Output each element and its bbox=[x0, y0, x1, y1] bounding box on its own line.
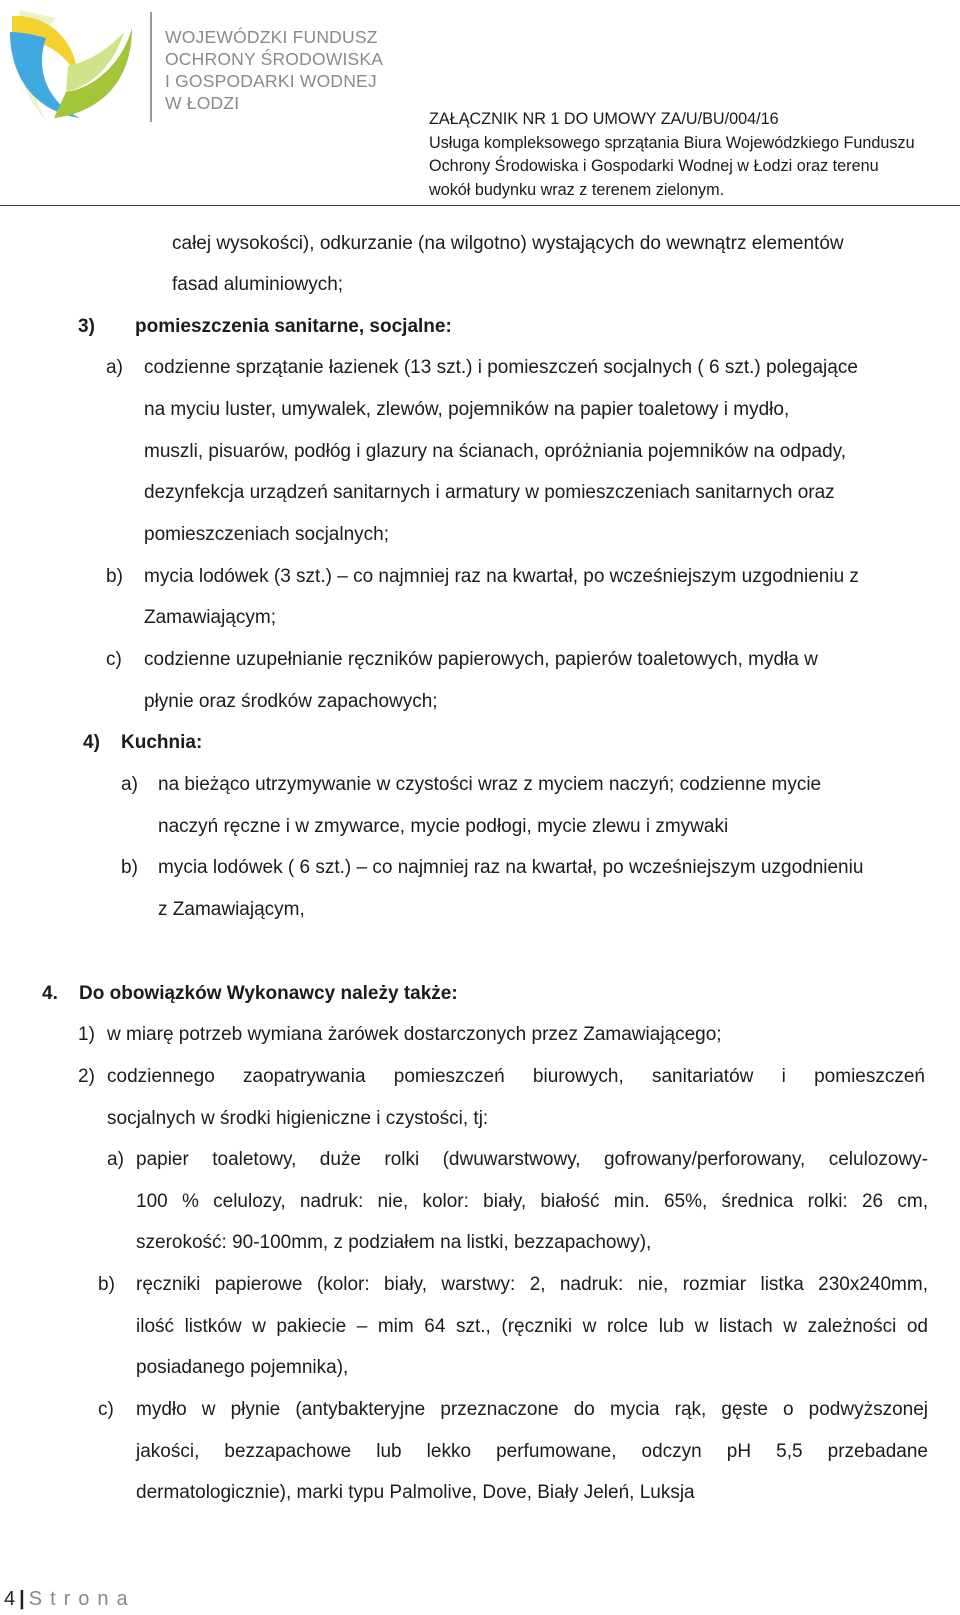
list-marker: a) bbox=[121, 774, 138, 795]
paragraph-line: mycia lodówek ( 6 szt.) – co najmniej raz na kwartał, po wcześniejszym uzgodnieniu bbox=[158, 857, 864, 878]
paragraph-line: codziennego zaopatrywania pomieszczeń biurowych, sanitariatów i pomieszczeń bbox=[107, 1066, 925, 1087]
section-heading: Kuchnia: bbox=[121, 732, 203, 753]
page-header bbox=[0, 0, 960, 207]
paragraph-line: na bieżąco utrzymywanie w czystości wraz z myciem naczyń; codzienne mycie bbox=[158, 774, 822, 795]
paragraph-line: całej wysokości), odkurzanie (na wilgotno) wystających do wewnątrz elementów bbox=[172, 233, 844, 254]
list-marker: b) bbox=[106, 566, 123, 587]
list-marker: c) bbox=[106, 649, 122, 670]
list-marker: a) bbox=[107, 1149, 124, 1170]
paragraph-line: fasad aluminiowych; bbox=[172, 274, 344, 295]
paragraph-line: na myciu luster, umywalek, zlewów, pojemników na papier toaletowy i mydło, bbox=[144, 399, 790, 420]
annex-line: Ochrony Środowiska i Gospodarki Wodnej w Łodzi oraz terenu bbox=[429, 157, 879, 175]
paragraph-line: naczyń ręczne i w zmywarce, mycie podłogi, mycie zlewu i zmywaki bbox=[158, 816, 729, 837]
paragraph-line: ręczniki papierowe (kolor: biały, warstwy: 2, nadruk: nie, rozmiar listka 230x240mm, bbox=[136, 1274, 928, 1295]
section-heading: Do obowiązków Wykonawcy należy także: bbox=[79, 983, 458, 1004]
paragraph-line: pomieszczeniach socjalnych; bbox=[144, 524, 390, 545]
list-marker: 2) bbox=[78, 1066, 95, 1087]
annex-heading bbox=[429, 108, 959, 202]
paragraph-line: płynie oraz środków zapachowych; bbox=[144, 691, 438, 712]
list-marker: 4. bbox=[42, 983, 58, 1004]
paragraph-line: dezynfekcja urządzeń sanitarnych i armatury w pomieszczeniach sanitarnych oraz bbox=[144, 482, 835, 503]
logo-line: WOJEWÓDZKI FUNDUSZ bbox=[165, 27, 378, 47]
paragraph-line: Zamawiającym; bbox=[144, 607, 276, 628]
paragraph-line: 100 % celulozy, nadruk: nie, kolor: biały, białość min. 65%, średnica rolki: 26 cm, bbox=[136, 1191, 928, 1212]
list-marker: b) bbox=[121, 857, 138, 878]
annex-line: wokół budynku wraz z terenem zielonym. bbox=[429, 180, 725, 199]
section-heading: pomieszczenia sanitarne, socjalne: bbox=[135, 316, 452, 337]
page-number: 4 bbox=[4, 1588, 16, 1610]
paragraph-line: mycia lodówek (3 szt.) – co najmniej raz na kwartał, po wcześniejszym uzgodnieniu z bbox=[144, 566, 859, 587]
paragraph-line: muszli, pisuarów, podłóg i glazury na ścianach, opróżniania pojemników na odpady, bbox=[144, 441, 846, 462]
paragraph-line: jakości, bezzapachowe lub lekko perfumowane, odczyn pH 5,5 przebadane bbox=[136, 1441, 928, 1462]
paragraph-line: mydło w płynie (antybakteryjne przeznaczone do mycia rąk, gęste o podwyższonej bbox=[136, 1399, 928, 1420]
paragraph-line: szerokość: 90-100mm, z podziałem na listki, bezzapachowy), bbox=[136, 1232, 652, 1253]
list-marker: c) bbox=[98, 1399, 114, 1420]
paragraph-line: w miarę potrzeb wymiana żarówek dostarczonych przez Zamawiającego; bbox=[107, 1024, 722, 1045]
paragraph-line: z Zamawiającym, bbox=[158, 899, 305, 920]
paragraph-line: ilość listków w pakiecie – mim 64 szt., (ręczniki w rolce lub w listach w zależności od bbox=[136, 1316, 928, 1337]
annex-line: Usługa kompleksowego sprzątania Biura Wojewódzkiego Funduszu bbox=[429, 133, 915, 152]
paragraph-line: codzienne sprzątanie łazienek (13 szt.) i pomieszczeń socjalnych ( 6 szt.) polegające bbox=[144, 357, 858, 378]
paragraph-line: posiadanego pojemnika), bbox=[136, 1357, 349, 1378]
paragraph-line: papier toaletowy, duże rolki (dwuwarstwowy, gofrowany/perforowany, celulozowy- bbox=[136, 1149, 928, 1170]
list-marker: 4) bbox=[83, 732, 100, 753]
page-footer bbox=[4, 1586, 136, 1612]
paragraph-line: codzienne uzupełnianie ręczników papierowych, papierów toaletowych, mydła w bbox=[144, 649, 818, 670]
annex-line: ZAŁĄCZNIK NR 1 DO UMOWY ZA/U/BU/004/16 bbox=[429, 110, 779, 128]
logo-line: I GOSPODARKI WODNEJ bbox=[165, 71, 377, 91]
paragraph-line: socjalnych w środki higieniczne i czystości, tj: bbox=[107, 1108, 489, 1129]
list-marker: 3) bbox=[78, 316, 95, 337]
logo-line: W ŁODZI bbox=[165, 93, 240, 113]
list-marker: 1) bbox=[78, 1024, 95, 1045]
paragraph-line: dermatologicznie), marki typu Palmolive, Dove, Biały Jeleń, Luksja bbox=[136, 1482, 695, 1503]
list-marker: a) bbox=[106, 357, 123, 378]
logo-line: OCHRONY ŚRODOWISKA bbox=[165, 49, 384, 69]
wfosigw-logo-icon bbox=[6, 8, 146, 123]
list-marker: b) bbox=[98, 1274, 115, 1295]
header-rule bbox=[0, 205, 960, 206]
logo-divider bbox=[150, 12, 152, 122]
page-label: Strona bbox=[28, 1588, 136, 1610]
footer-separator: | bbox=[19, 1588, 25, 1610]
logo-text bbox=[165, 26, 385, 114]
